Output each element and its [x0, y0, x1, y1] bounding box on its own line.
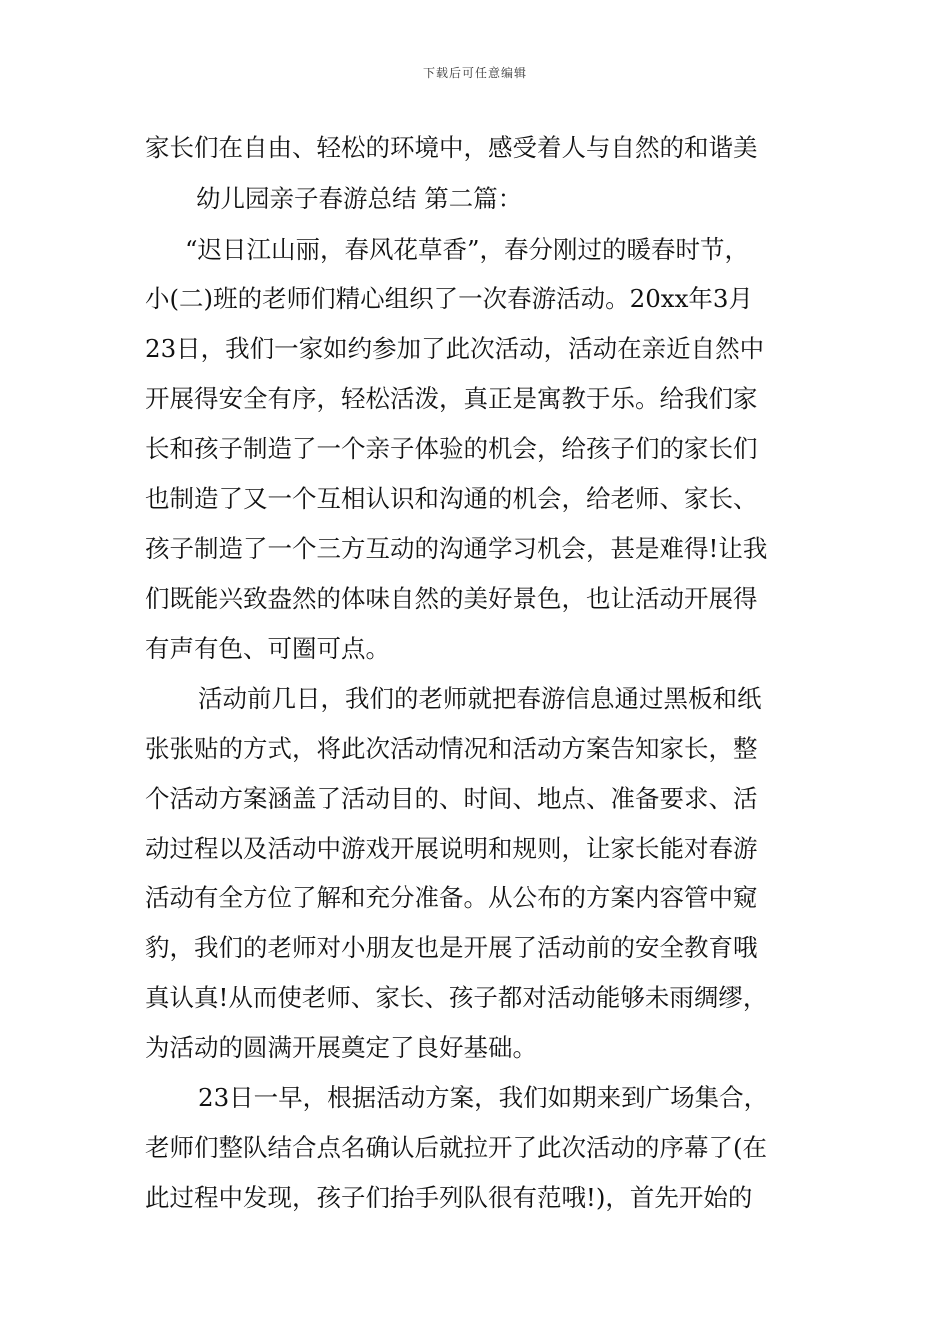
text-line: 活动有全方位了解和充分准备。从公布的方案内容管中窥	[145, 883, 758, 912]
text-line: 小(二)班的老师们精心组织了一次春游活动。20xx年3月	[145, 284, 754, 313]
text-line: 家长们在自由、轻松的环境中，感受着人与自然的和谐美	[145, 133, 758, 162]
text-line: 有声有色、可圈可点。	[145, 634, 390, 663]
text-line: 们既能兴致盎然的体味自然的美好景色，也让活动开展得	[145, 584, 758, 613]
text-line: 豹，我们的老师对小朋友也是开展了活动前的安全教育哦	[145, 933, 758, 962]
text-line: 幼儿园亲子春游总结 第二篇：	[196, 184, 523, 213]
text-line: 老师们整队结合点名确认后就拉开了此次活动的序幕了(在	[145, 1133, 768, 1162]
text-line: 个活动方案涵盖了活动目的、时间、地点、准备要求、活	[145, 784, 758, 813]
text-line: 长和孩子制造了一个亲子体验的机会，给孩子们的家长们	[145, 434, 758, 463]
page-header: 下载后可任意编辑	[422, 66, 527, 80]
text-line: 此过程中发现，孩子们抬手列队很有范哦!)，首先开始的	[145, 1183, 753, 1212]
text-line: 开展得安全有序，轻松活泼，真正是寓教于乐。给我们家	[145, 384, 758, 413]
text-line: 动过程以及活动中游戏开展说明和规则，让家长能对春游	[145, 834, 758, 863]
text-line: 孩子制造了一个三方互动的沟通学习机会，甚是难得!让我	[145, 534, 768, 563]
text-line: “迟日江山丽，春风花草香”，春分刚过的暖春时节，	[185, 235, 750, 264]
text-line: 为活动的圆满开展奠定了良好基础。	[145, 1033, 537, 1062]
text-line: 23日，我们一家如约参加了此次活动，活动在亲近自然中	[145, 334, 765, 363]
text-line: 也制造了又一个互相认识和沟通的机会，给老师、家长、	[145, 484, 758, 513]
text-line: 23日一早，根据活动方案，我们如期来到广场集合，	[198, 1083, 769, 1112]
text-line: 活动前几日，我们的老师就把春游信息通过黑板和纸	[198, 684, 762, 713]
text-line: 真认真!从而使老师、家长、孩子都对活动能够未雨绸缪，	[145, 983, 768, 1012]
text-line: 张张贴的方式，将此次活动情况和活动方案告知家长，整	[145, 734, 758, 763]
